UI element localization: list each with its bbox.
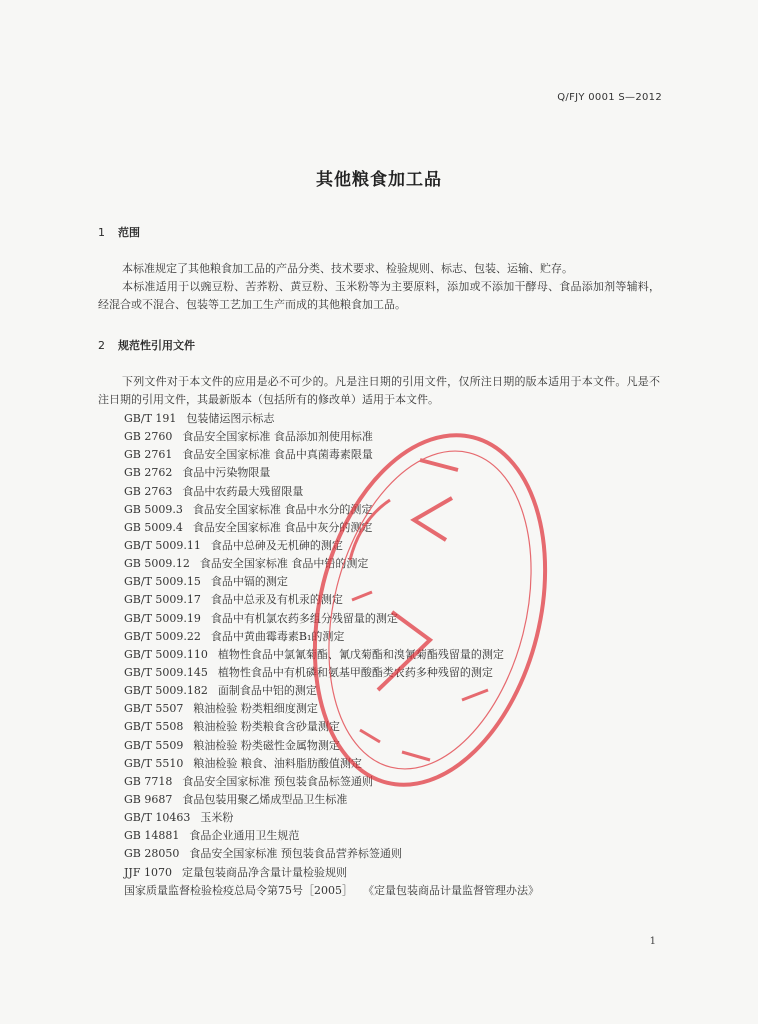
- reference-title: 粮油检验 粮食、油料脂肪酸值测定: [193, 756, 362, 770]
- references-intro-paragraph: 下列文件对于本文件的应用是必不可少的。凡是注日期的引用文件，仅所注日期的版本适用于本文件。凡是不注日期的引用文件，其最新版本（包括所有的修改单）适用于本文件。: [98, 375, 660, 406]
- reference-item: [124, 501, 664, 519]
- section-title: 规范性引用文件: [118, 339, 195, 352]
- reference-title: 包装储运图示标志: [186, 412, 275, 425]
- reference-code: GB 2763: [124, 484, 173, 498]
- reference-title: 食品安全国家标准 食品中水分的测定: [192, 502, 373, 516]
- reference-title: 食品安全国家标准 食品中真菌毒素限量: [182, 448, 373, 462]
- reference-title: 食品中黄曲霉毒素B₁的测定: [210, 629, 345, 643]
- reference-item: [124, 882, 664, 900]
- reference-item: [124, 646, 664, 664]
- reference-code: GB/T 5510: [124, 756, 184, 770]
- reference-item: [124, 573, 664, 591]
- document-title: 其他粮食加工品: [316, 170, 442, 190]
- reference-item: [124, 446, 664, 464]
- reference-item: [124, 519, 664, 537]
- reference-item: [124, 755, 664, 773]
- reference-code: GB/T 5009.19: [124, 611, 201, 625]
- reference-item: [124, 555, 664, 573]
- reference-title: 食品中农药最大残留限量: [182, 484, 304, 498]
- scope-paragraph-2: 本标准适用于以豌豆粉、苦荞粉、黄豆粉、玉米粉等为主要原料，添加或不添加干酵母、食品添加剂等辅料，经混合或不混合、包装等工艺加工生产而成的其他粮食加工品。: [98, 280, 660, 311]
- reference-item: [124, 773, 664, 791]
- page-number: 1: [649, 936, 656, 947]
- reference-title: 玉米粉: [200, 811, 234, 825]
- reference-item: [124, 827, 664, 845]
- reference-code: GB/T 5009.145: [124, 665, 208, 679]
- reference-code: GB 7718: [124, 774, 173, 788]
- section-number: 2: [98, 339, 105, 352]
- reference-item: [124, 737, 664, 755]
- scope-paragraph-1: 本标准规定了其他粮食加工品的产品分类、技术要求、检验规则、标志、包装、运输、贮存。: [122, 262, 573, 275]
- reference-code: GB/T 191: [124, 412, 177, 425]
- section-title: 范围: [118, 226, 140, 239]
- reference-item: [124, 591, 664, 609]
- reference-code: GB 14881: [124, 829, 180, 843]
- section-2-heading: [98, 337, 195, 353]
- reference-code: GB 5009.4: [124, 520, 183, 534]
- reference-title: 食品包装用聚乙烯成型品卫生标准: [182, 792, 348, 806]
- reference-item: [124, 845, 664, 863]
- reference-title: 食品中总砷及无机砷的测定: [210, 538, 343, 552]
- reference-list: [124, 410, 664, 900]
- reference-code: JJF 1070: [124, 865, 172, 879]
- reference-code: GB/T 10463: [124, 811, 191, 825]
- reference-title: 食品安全国家标准 预包装食品标签通则: [182, 774, 373, 788]
- reference-item: [124, 410, 664, 428]
- reference-title: 食品安全国家标准 食品中铅的测定: [199, 557, 369, 571]
- reference-item: [124, 809, 664, 827]
- document-code: Q/FJY 0001 S—2012: [557, 92, 662, 103]
- reference-code: GB/T 5507: [124, 702, 184, 716]
- reference-title: 粮油检验 粉类磁性金属物测定: [193, 738, 340, 752]
- reference-code: 国家质量监督检验检疫总局令第75号［2005］: [124, 883, 353, 897]
- reference-code: GB 9687: [124, 792, 173, 806]
- reference-item: [124, 483, 664, 501]
- reference-item: [124, 428, 664, 446]
- reference-item: [124, 610, 664, 628]
- reference-title: 面制食品中铝的测定: [217, 684, 317, 698]
- reference-code: GB/T 5009.17: [124, 593, 201, 607]
- reference-code: GB/T 5009.15: [124, 575, 201, 589]
- reference-code: GB/T 5509: [124, 738, 184, 752]
- reference-item: [124, 791, 664, 809]
- reference-title: 植物性食品中氯氰菊酯、氰戊菊酯和溴氰菊酯残留量的测定: [217, 647, 504, 661]
- reference-item: [124, 864, 664, 882]
- reference-title: 《定量包装商品计量监督管理办法》: [363, 883, 539, 897]
- reference-item: [124, 537, 664, 555]
- reference-title: 定量包装商品净含量计量检验规则: [181, 865, 347, 879]
- section-number: 1: [98, 226, 105, 239]
- reference-code: GB 5009.12: [124, 557, 190, 571]
- reference-code: GB/T 5009.182: [124, 684, 208, 698]
- reference-item: [124, 464, 664, 482]
- reference-code: GB 2760: [124, 430, 173, 444]
- reference-title: 食品安全国家标准 预包装食品营养标签通则: [189, 847, 402, 861]
- reference-title: 食品中总汞及有机汞的测定: [210, 593, 343, 607]
- reference-title: 粮油检验 粉类粮食含砂量测定: [193, 720, 340, 734]
- reference-code: GB/T 5508: [124, 720, 184, 734]
- reference-item: [124, 628, 664, 646]
- reference-title: 粮油检验 粉类粗细度测定: [193, 702, 318, 716]
- reference-item: [124, 664, 664, 682]
- reference-item: [124, 718, 664, 736]
- reference-code: GB 2762: [124, 466, 173, 480]
- reference-title: 植物性食品中有机磷和氨基甲酸酯类农药多种残留的测定: [217, 665, 493, 679]
- reference-title: 食品企业通用卫生规范: [189, 829, 300, 843]
- reference-code: GB/T 5009.110: [124, 647, 208, 661]
- reference-code: GB 2761: [124, 448, 173, 462]
- reference-title: 食品中有机氯农药多组分残留量的测定: [210, 611, 398, 625]
- reference-code: GB/T 5009.11: [124, 538, 201, 552]
- reference-code: GB 5009.3: [124, 502, 183, 516]
- reference-item: [124, 700, 664, 718]
- reference-title: 食品安全国家标准 食品中灰分的测定: [192, 520, 373, 534]
- section-1-heading: [98, 224, 140, 240]
- reference-title: 食品中镉的测定: [210, 575, 288, 589]
- reference-item: [124, 682, 664, 700]
- reference-code: GB 28050: [124, 847, 180, 861]
- reference-title: 食品中污染物限量: [182, 466, 271, 480]
- reference-code: GB/T 5009.22: [124, 629, 201, 643]
- reference-title: 食品安全国家标准 食品添加剂使用标准: [182, 430, 373, 444]
